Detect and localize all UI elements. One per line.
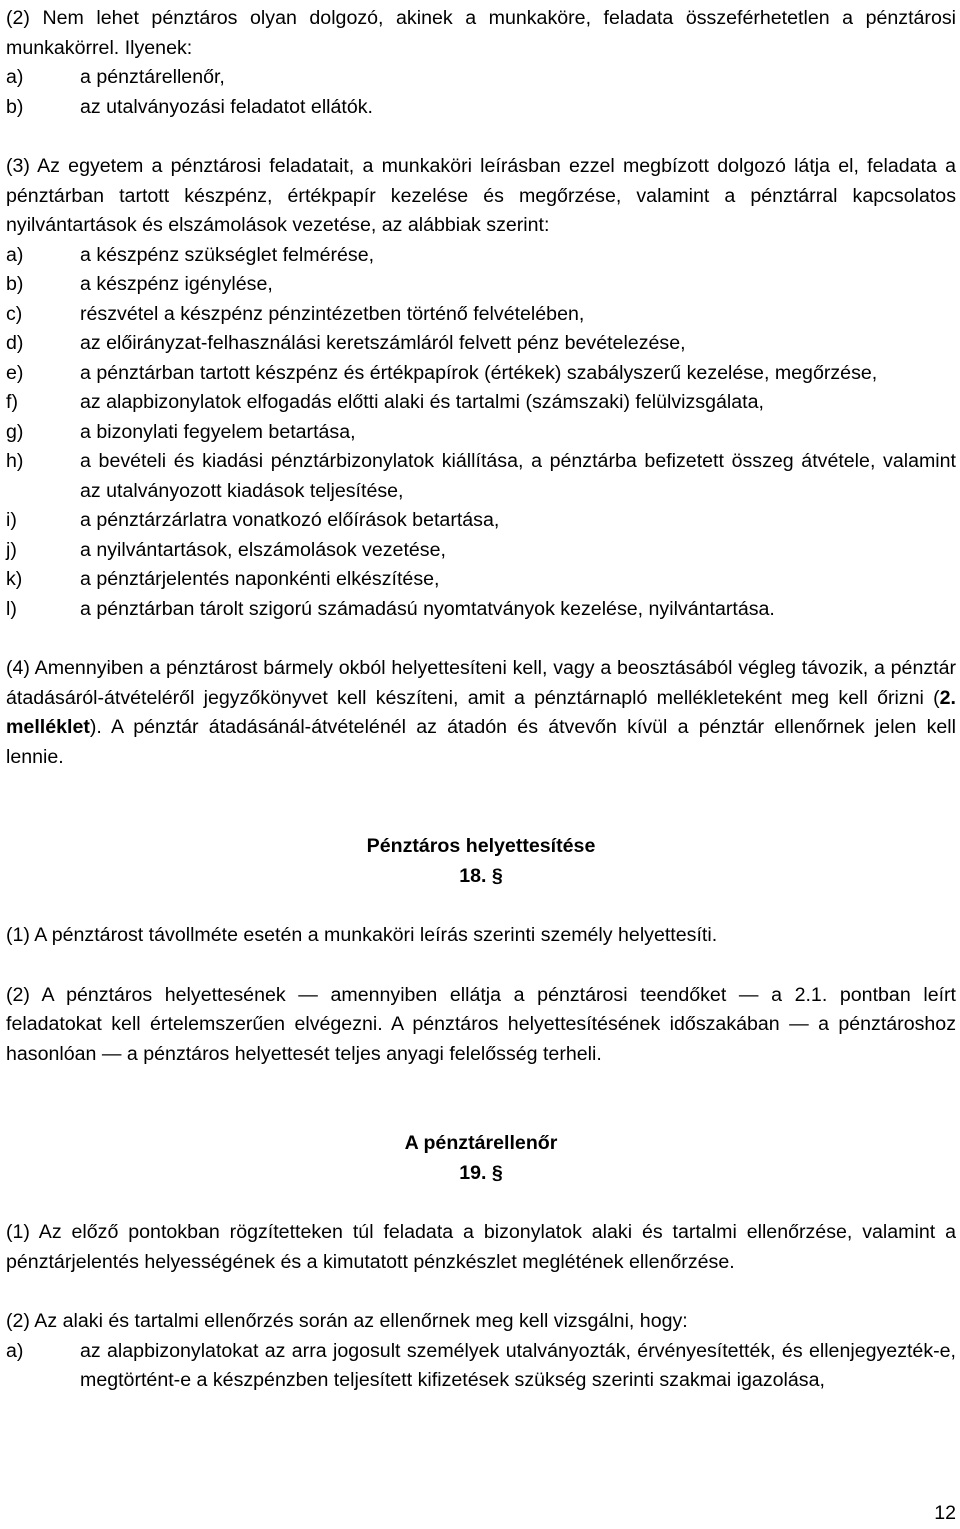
inspection-checks-list [6,1337,956,1396]
incompatible-roles-list [6,63,956,122]
section-18-paragraph-1: (1) A pénztárost távollméte esetén a munkaköri leírás szerinti személy helyettesíti. [6,924,718,946]
section-18-number: 18. § [459,864,503,887]
list-item: a) a pénztárellenőr, [6,66,225,88]
list-item: h) a bevételi és kiadási pénztárbizonylatok kiállítása, a pénztárba befizetett összeg átvétele, valamint az utalványozott kiadások teljesítése, [6,450,956,502]
list-item: e) a pénztárban tartott készpénz és értékpapírok (értékek) szabályszerű kezelése, megőrzése, [6,361,878,384]
paragraph-3-intro: (3) Az egyetem a pénztárosi feladatait, a munkaköri leírásban ezzel megbízott dolgozó látja el, feladata a pénztárban tartott készpénz, értékpapír kezelése és megőrzése, valamint a pénztárral kapcsolatos nyilvántartások és elszámolások vezetése, az alábbiak szerint: [6,155,956,236]
list-item: b) a készpénz igénylése, [6,273,273,295]
cashier-duties-list [6,241,956,625]
list-item: k) a pénztárjelentés naponkénti elkészítése, [6,568,440,590]
list-item: a) a készpénz szükséglet felmérése, [6,243,375,266]
list-item: g) a bizonylati fegyelem betartása, [6,420,356,443]
list-item: c) részvétel a készpénz pénzintézetben történő felvételében, [6,302,585,325]
list-item: d) az előirányzat-felhasználási keretszámláról felvett pénz bevételezése, [6,332,686,354]
section-19-paragraph-2: (2) Az alaki és tartalmi ellenőrzés során az ellenőrnek meg kell vizsgálni, hogy: [6,1310,688,1332]
section-19-number: 19. § [459,1161,503,1184]
list-item: b) az utalványozási feladatot ellátók. [6,95,373,118]
paragraph-2-intro: (2) Nem lehet pénztáros olyan dolgozó, akinek a munkaköre, feladata összeférhetetlen a pénztárosi munkakörrel. Ilyenek: [6,7,956,59]
list-item: f) az alapbizonylatok elfogadás előtti alaki és tartalmi (számszaki) felülvizsgálata, [6,391,764,413]
document-page [6,0,956,1529]
list-item: a) az alapbizonylatokat az arra jogosult személyek utalványozták, érvényesítették, és ellenjegyezték-e, megtörtént-e a készpénzben teljesített kifizetések szükség szerinti szakmai igazolása, [6,1339,956,1391]
page-number: 12 [934,1502,956,1524]
section-18-paragraph-2: (2) A pénztáros helyettesének — amennyiben ellátja a pénztárosi teendőket — a 2.1. pontban leírt feladatokat kell értelemszerűen elvégezni. A pénztáros helyettesítésének időszakában — a pénztároshoz hasonlóan — a pénztáros helyettesét teljes anyagi felelősség terheli. [6,983,956,1065]
section-19-title: A pénztárellenőr [404,1132,558,1154]
list-item: j) a nyilvántartások, elszámolások vezetése, [6,538,446,561]
section-18-title: Pénztáros helyettesítése [366,835,596,857]
paragraph-4: (4) Amennyiben a pénztárost bármely okból helyettesíteni kell, vagy a beosztásából végleg távozik, a pénztár átadásáról-átvételéről jegyzőkönyvet kell készíteni, amit a pénztárnapló mellékleteként meg kell őrizni (2. melléklet). A pénztár átadásánál-átvételénél az átadón és átvevőn kívül a pénztár ellenőrnek jelen kell lennie. [6,657,956,768]
list-item: i) a pénztárzárlatra vonatkozó előírások betartása, [6,509,500,531]
section-19-paragraph-1: (1) Az előző pontokban rögzítetteken túl feladata a bizonylatok alaki és tartalmi ellenőrzése, valamint a pénztárjelentés helyességének és a kimutatott pénzkészlet meglétének ellenőrzése. [6,1221,956,1273]
annex-reference: 2. melléklet [6,686,956,738]
list-item: l) a pénztárban tárolt szigorú számadású nyomtatványok kezelése, nyilvántartása. [6,597,775,620]
